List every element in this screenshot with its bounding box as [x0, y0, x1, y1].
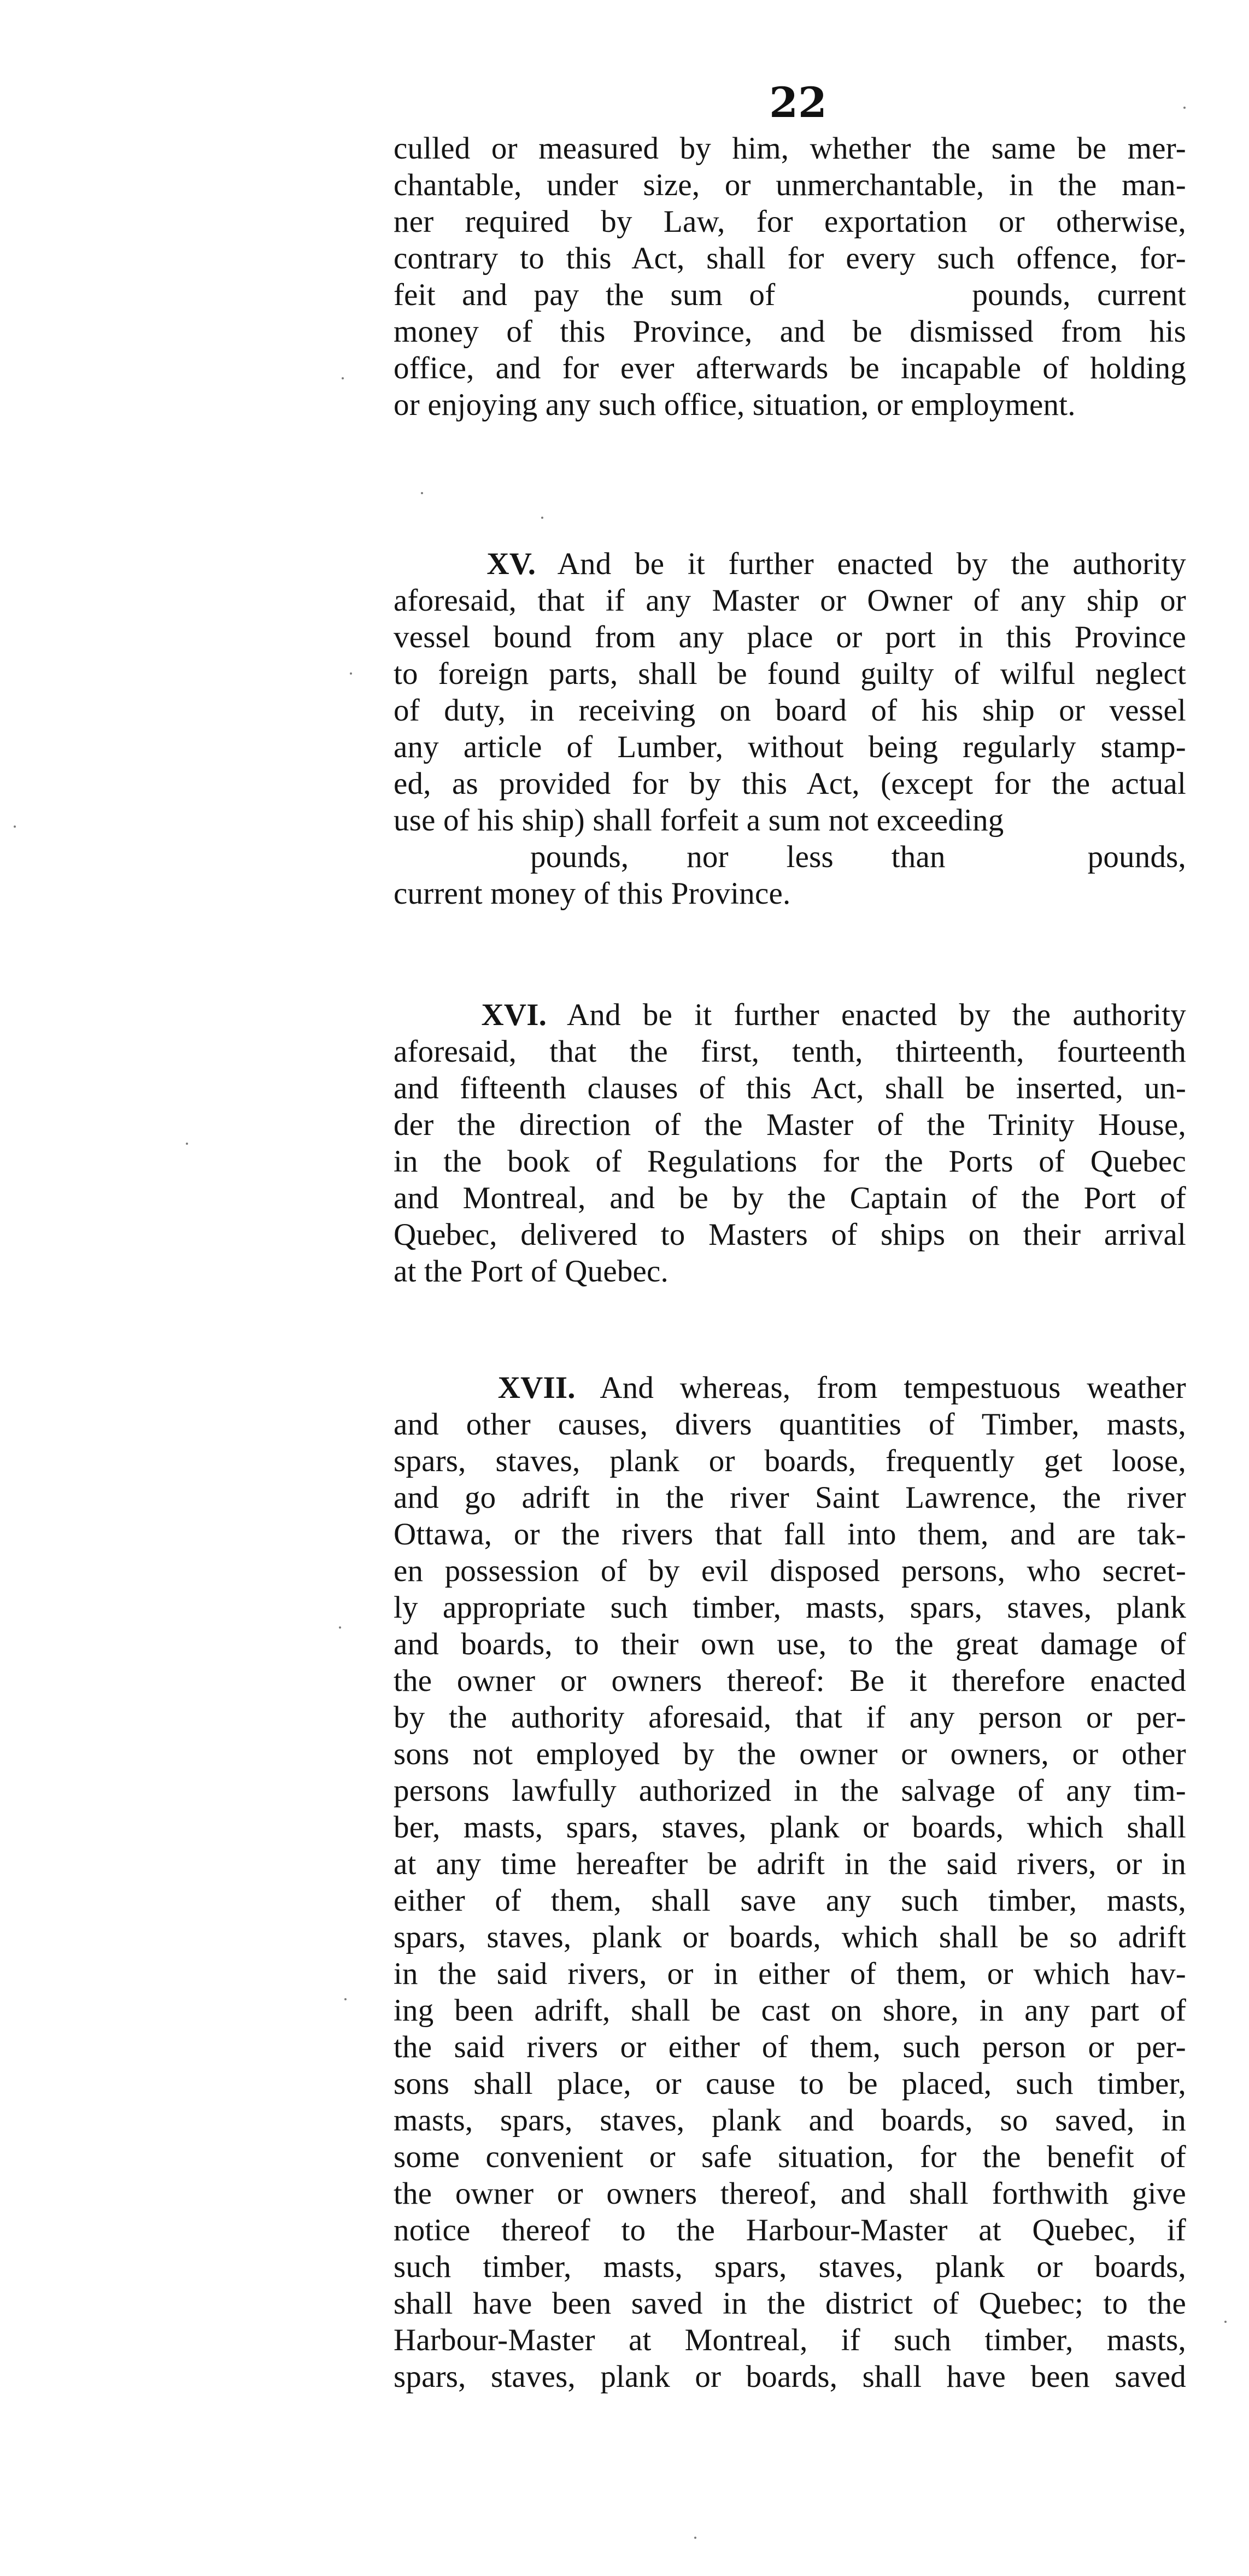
text-line: such timber, masts, spars, staves, plank or boards,	[394, 2250, 1186, 2284]
text-line: ing been adrift, shall be cast on shore, in any part of	[394, 1993, 1186, 2028]
text-line: in the book of Regulations for the Ports of Quebec	[394, 1144, 1186, 1179]
text-line: persons lawfully authorized in the salvage of any tim-	[394, 1773, 1186, 1808]
paragraph-continuation	[394, 130, 1186, 423]
text-line: en possession of by evil disposed persons, who secret-	[394, 1554, 1186, 1588]
clause-number: XVII.	[497, 1371, 576, 1405]
text-line: ed, as provided for by this Act, (except for the actual	[394, 766, 1186, 801]
text-line: sons shall place, or cause to be placed, such timber,	[394, 2066, 1186, 2101]
text-line: masts, spars, staves, plank and boards, so saved, in	[394, 2103, 1186, 2138]
text-line	[394, 839, 1186, 875]
text-line	[394, 997, 1186, 1033]
text-line	[394, 1369, 1186, 1406]
text-line: aforesaid, that if any Master or Owner of any ship or	[394, 583, 1186, 618]
scan-speck	[344, 1998, 347, 2000]
text-line: some convenient or safe situation, for the benefit of	[394, 2140, 1186, 2174]
text-line: vessel bound from any place or port in this Province	[394, 620, 1186, 654]
page-number: 22	[769, 78, 827, 127]
text-fragment: And be it further enacted by the authority	[557, 547, 1186, 581]
text-line: spars, staves, plank or boards, shall have been saved	[394, 2360, 1186, 2394]
text-line: ner required by Law, for exportation or otherwise,	[394, 204, 1186, 239]
text-line: by the authority aforesaid, that if any person or per-	[394, 1700, 1186, 1735]
text-line: spars, staves, plank or boards, frequently get loose,	[394, 1444, 1186, 1478]
text-line: spars, staves, plank or boards, which shall be so adrift	[394, 1920, 1186, 1954]
clause-number: XV.	[486, 547, 536, 581]
text-line: and go adrift in the river Saint Lawrence, the river	[394, 1480, 1186, 1515]
text-line	[394, 277, 1186, 313]
text-fragment: pounds, current	[972, 278, 1186, 312]
text-line: in the said rivers, or in either of them, or which hav-	[394, 1957, 1186, 1991]
text-line: der the direction of the Master of the Trinity House,	[394, 1108, 1186, 1142]
scan-speck	[339, 1626, 341, 1629]
text-line: Quebec, delivered to Masters of ships on their arrival	[394, 1217, 1186, 1252]
scan-speck	[186, 1143, 188, 1145]
text-fragment: feit and pay the sum of	[394, 278, 776, 312]
text-line: Ottawa, or the rivers that fall into them, and are tak-	[394, 1517, 1186, 1552]
clause-xvii	[394, 1369, 1186, 2395]
text-line: sons not employed by the owner or owners, or other	[394, 1737, 1186, 1771]
scan-speck	[342, 377, 344, 379]
scan-speck	[14, 826, 16, 828]
clause-xv	[394, 546, 1186, 912]
text-line: culled or measured by him, whether the same be mer-	[394, 131, 1186, 166]
scan-speck	[694, 2537, 696, 2539]
text-line: aforesaid, that the first, tenth, thirteenth, fourteenth	[394, 1034, 1186, 1069]
text-line: the owner or owners thereof: Be it therefore enacted	[394, 1664, 1186, 1698]
text-line: any article of Lumber, without being regularly stamp-	[394, 730, 1186, 764]
text-line: Harbour-Master at Montreal, if such timber, masts,	[394, 2323, 1186, 2357]
text-line: use of his ship) shall forfeit a sum not exceeding	[394, 803, 1004, 838]
scan-speck	[421, 492, 423, 494]
text-line: the owner or owners thereof, and shall forthwith give	[394, 2176, 1186, 2211]
text-line: the said rivers or either of them, such person or per-	[394, 2030, 1186, 2064]
text-line: and fifteenth clauses of this Act, shall be inserted, un-	[394, 1071, 1186, 1105]
scan-speck	[1183, 107, 1186, 109]
text-fragment: And whereas, from tempestuous weather	[600, 1371, 1186, 1405]
text-line: at the Port of Quebec.	[394, 1254, 669, 1289]
text-line: notice thereof to the Harbour-Master at Quebec, if	[394, 2213, 1186, 2247]
text-line: and other causes, divers quantities of Timber, masts,	[394, 1407, 1186, 1442]
text-line: ly appropriate such timber, masts, spars, staves, plank	[394, 1590, 1186, 1625]
text-line: shall have been saved in the district of Quebec; to the	[394, 2286, 1186, 2321]
text-line: chantable, under size, or unmerchantable, in the man-	[394, 168, 1186, 202]
text-line: contrary to this Act, shall for every such offence, for-	[394, 241, 1186, 276]
text-line: or enjoying any such office, situation, or employment.	[394, 388, 1076, 422]
text-fragment: pounds, nor less than	[530, 840, 946, 874]
text-line: at any time hereafter be adrift in the said rivers, or in	[394, 1847, 1186, 1881]
clause-xvi	[394, 997, 1186, 1290]
text-line: ber, masts, spars, staves, plank or boards, which shall	[394, 1810, 1186, 1845]
clause-number: XVI.	[481, 998, 547, 1032]
text-line: and Montreal, and be by the Captain of the Port of	[394, 1181, 1186, 1215]
scan-speck	[541, 517, 543, 519]
text-fragment: And be it further enacted by the authority	[567, 998, 1186, 1032]
text-line: to foreign parts, shall be found guilty of wilful neglect	[394, 657, 1186, 691]
text-line: and boards, to their own use, to the great damage of	[394, 1627, 1186, 1661]
scan-speck	[350, 672, 352, 675]
text-line	[394, 546, 1186, 582]
text-line: money of this Province, and be dismissed from his	[394, 314, 1186, 349]
text-line: either of them, shall save any such timber, masts,	[394, 1883, 1186, 1918]
text-fragment: pounds,	[1087, 840, 1186, 874]
scan-speck	[1224, 2321, 1227, 2323]
text-line: office, and for ever afterwards be incapable of holding	[394, 351, 1186, 385]
text-line: current money of this Province.	[394, 876, 791, 911]
text-line: of duty, in receiving on board of his ship or vessel	[394, 693, 1186, 728]
